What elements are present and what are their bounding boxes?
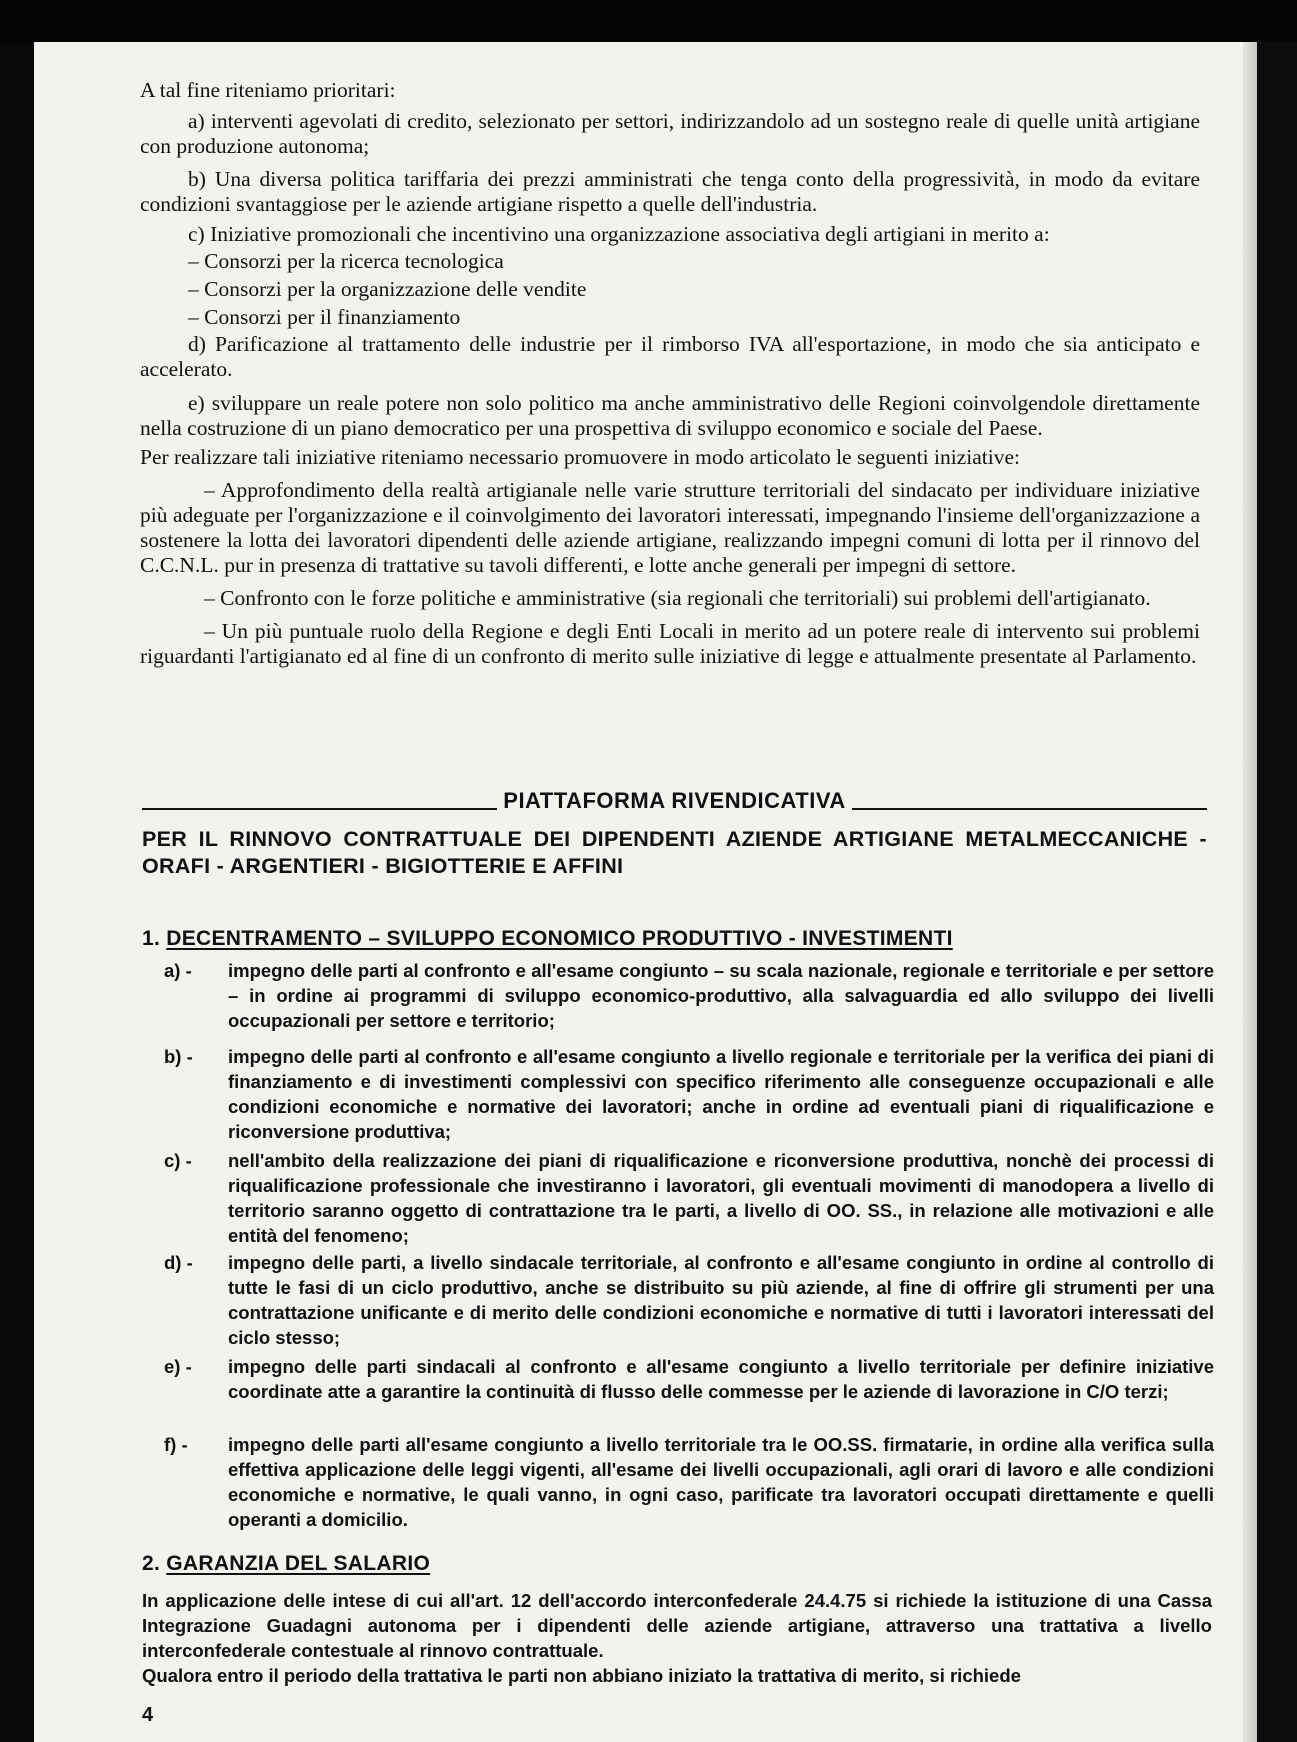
item-text: impegno delle parti al confronto e all'esame congiunto a livello regionale e territoriale per la verifica dei piani di finanziamento e di investimenti complessivi con specifico riferimento alle conseguenze occupazionali e alle condizioni economiche e normative dei lavoratori; anche in ordine ad eventuali piani di riqualificazione e riconversione produttiva;: [228, 1046, 1214, 1142]
section-1-number: 1.: [142, 927, 161, 950]
page-fold-shadow: [1243, 42, 1257, 1742]
section-2-number: 2.: [142, 1552, 161, 1575]
item-label: b) -: [164, 1046, 193, 1067]
section-2-heading: [142, 1552, 430, 1576]
document-page: [34, 42, 1257, 1742]
section-1-title: DECENTRAMENTO – SVILUPPO ECONOMICO PRODUTTIVO - INVESTIMENTI: [166, 927, 953, 950]
intro-item-e: e) sviluppare un reale potere non solo politico ma anche amministrativo delle Regioni coinvolgendole direttamente nella costruzione di un piano democratico per una prospettiva di sviluppo economico e sociale del Paese.: [140, 391, 1200, 440]
platform-title-row: [142, 788, 1207, 814]
section-1-item: [164, 958, 1214, 1033]
consorzi-item: – Consorzi per la ricerca tecnologica: [188, 249, 504, 273]
title-rule-right: [852, 808, 1207, 810]
section-2-paragraph: Qualora entro il periodo della trattativa le parti non abbiano iniziato la trattativa di merito, si richiede: [142, 1665, 1021, 1686]
item-text: impegno delle parti, a livello sindacale territoriale, al confronto e all'esame congiunto in ordine al controllo di tutte le fasi di un ciclo produttivo, anche se distribuito su più aziende, al fine di offrire gli strumenti per una contrattazione unificante e di merito delle condizioni economiche e normative di tutti i lavoratori interessati del ciclo stesso;: [228, 1252, 1214, 1348]
item-label: d) -: [164, 1252, 193, 1273]
section-1-item: [164, 1250, 1214, 1350]
item-label: a) -: [164, 960, 192, 981]
item-text: impegno delle parti all'esame congiunto a livello territoriale tra le OO.SS. firmatarie, in ordine alla verifica sulla effettiva applicazione delle leggi vigenti, all'esame dei livelli occupazionali, agli orari di lavoro e alle condizioni economiche e normative, le quali vanno, in ogni caso, parificate tra lavoratori occupati direttamente e quelli operanti a domicilio.: [228, 1434, 1214, 1530]
intro-section: [140, 78, 1200, 669]
initiative-item: – Approfondimento della realtà artigianale nelle varie strutture territoriali del sindacato per individuare iniziative più adeguate per l'organizzazione e il coinvolgimento dei lavoratori interessati, impegnando l'insieme dell'organizzazione a sostenere la lotta dei lavoratori dipendenti delle aziende artigiane, realizzando impegni comuni di lotta per il rinnovo del C.C.N.L. pur in presenza di trattative su tavoli differenti, e lotte anche generali per impegni di settore.: [140, 478, 1200, 577]
intro-item-a: a) interventi agevolati di credito, selezionato per settori, indirizzandolo ad un sostegno reale di quelle unità artigiane con produzione autonoma;: [140, 109, 1200, 158]
section-1-item: [164, 1148, 1214, 1248]
intro-heading: A tal fine riteniamo prioritari:: [140, 78, 396, 102]
item-label: e) -: [164, 1356, 192, 1377]
item-text: impegno delle parti sindacali al confronto e all'esame congiunto a livello territoriale per definire iniziative coordinate atte a garantire la continuità di flusso delle commesse per le aziende di lavorazione in C/O terzi;: [228, 1356, 1214, 1402]
page-number: 4: [142, 1704, 154, 1726]
intro-item-d: d) Parificazione al trattamento delle industrie per il rimborso IVA all'esportazione, in modo che sia anticipato e accelerato.: [140, 332, 1200, 381]
item-text: nell'ambito della realizzazione dei piani di riqualificazione e riconversione produttiva, nonchè dei processi di riqualificazione professionale che investiranno i lavoratori, gli eventuali movimenti di manodopera a livello di territorio saranno oggetto di contrattazione tra le parti, a livello di OO. SS., in relazione alle motivazioni e alle entità del fenomeno;: [228, 1150, 1214, 1246]
intro-item-b: b) Una diversa politica tariffaria dei prezzi amministrati che tenga conto della progressività, in modo da evitare condizioni svantaggiose per le aziende artigiane rispetto a quelle dell'industria.: [140, 167, 1200, 216]
scan-right-border: [1257, 42, 1297, 1742]
platform-title: PIATTAFORMA RIVENDICATIVA: [503, 788, 846, 813]
item-label: c) -: [164, 1150, 192, 1171]
section-2-body: [142, 1588, 1212, 1688]
section-1-item: [164, 1432, 1214, 1532]
section-1-item: [164, 1044, 1214, 1144]
initiatives-intro: Per realizzare tali iniziative riteniamo necessario promuovere in modo articolato le seguenti iniziative:: [140, 445, 1020, 469]
item-label: f) -: [164, 1434, 188, 1455]
section-2-title: GARANZIA DEL SALARIO: [166, 1552, 431, 1575]
section-2-paragraph: In applicazione delle intese di cui all'art. 12 dell'accordo interconfederale 24.4.75 si richiede la istituzione di una Cassa Integrazione Guadagni autonoma per i dipendenti delle aziende artigiane, attraverso una trattativa a livello interconfederale contestuale al rinnovo contrattuale.: [142, 1590, 1212, 1661]
scan-top-border: [0, 0, 1297, 44]
section-1-item: [164, 1354, 1214, 1404]
consorzi-item: – Consorzi per il finanziamento: [188, 305, 461, 329]
platform-subtitle: PER IL RINNOVO CONTRATTUALE DEI DIPENDENTI AZIENDE ARTIGIANE METALMECCANICHE - ORAFI - ARGENTIERI - BIGIOTTERIE E AFFINI: [142, 827, 1207, 878]
section-1-heading: [142, 927, 953, 951]
consorzi-item: – Consorzi per la organizzazione delle vendite: [188, 277, 587, 301]
title-rule-left: [142, 808, 497, 810]
intro-item-c: c) Iniziative promozionali che incentivino una organizzazione associativa degli artigiani in merito a:: [188, 222, 1050, 246]
item-text: impegno delle parti al confronto e all'esame congiunto – su scala nazionale, regionale e territoriale e per settore – in ordine ai programmi di sviluppo economico-produttivo, alla salvaguardia ed allo sviluppo dei livelli occupazionali per settore e territorio;: [228, 960, 1214, 1031]
initiative-item: – Un più puntuale ruolo della Regione e degli Enti Locali in merito ad un potere reale di intervento sui problemi riguardanti l'artigianato ed al fine di un confronto di merito sulle iniziative di legge e attualmente presentate al Parlamento.: [140, 619, 1200, 668]
initiative-item: – Confronto con le forze politiche e amministrative (sia regionali che territoriali) sui problemi dell'artigianato.: [204, 586, 1151, 610]
